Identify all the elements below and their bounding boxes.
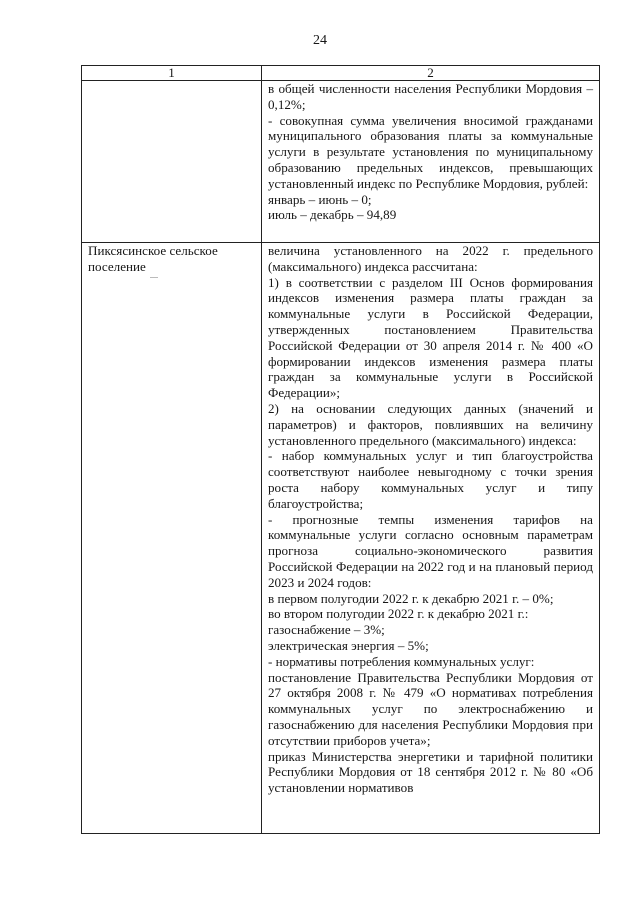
paragraph: газоснабжение – 3%; [268, 622, 385, 638]
paragraph: приказ Министерства энергетики и тарифной политики Республики Мордовия от 18 сентября 2012 г. № 80 «Об установлении нормативов [268, 748, 593, 796]
municipality-name-cell [82, 81, 262, 243]
table-row [82, 81, 600, 243]
paragraph: январь – июнь – 0; [268, 191, 372, 207]
paragraph: 1) в соответствии с разделом III Основ формирования индексов изменения размера платы граждан за коммунальные услуги в Российской Федерации, утвержденных постановлением Правительства Российской Федерации от 30 апреля 2014 г. № 400 «О формировании индексов изменения размера платы граждан за коммунальные услуги в Российской Федерации»; [268, 274, 593, 401]
paragraph: - нормативы потребления коммунальных услуг: [268, 653, 535, 669]
scan-artifact [150, 277, 158, 278]
index-description-cell [262, 243, 600, 834]
index-description-cell [262, 81, 600, 243]
paragraph: постановление Правительства Республики Мордовия от 27 октября 2008 г. № 479 «О нормативах потребления коммунальных услуг по электроснабжению и газоснабжению для населения Республики Мордовия при отсутствии приборов учета»; [268, 669, 593, 748]
paragraph: июль – декабрь – 94,89 [268, 207, 397, 223]
column-header-1: 1 [82, 66, 262, 81]
paragraph: величина установленного на 2022 г. предельного (максимального) индекса рассчитана: [268, 243, 593, 274]
paragraph: во втором полугодии 2022 г. к декабрю 2021 г.: [268, 606, 529, 622]
paragraph: - прогнозные темпы изменения тарифов на коммунальные услуги согласно основным параметрам прогноза социально-экономического развития Российской Федерации на 2022 год и на плановый период 2023 и 2024 годов: [268, 511, 593, 590]
municipality-name-cell: Пиксясинское сельское поселение [82, 243, 262, 834]
paragraph: - набор коммунальных услуг и тип благоустройства соответствуют наиболее невыгодному с точки зрения роста набору коммунальных услуг и типу благоустройства; [268, 448, 593, 511]
page-number: 24 [313, 33, 327, 48]
paragraph: электрическая энергия – 5%; [268, 637, 429, 653]
column-header-2: 2 [262, 66, 600, 81]
table-row [82, 243, 600, 834]
paragraph: 2) на основании следующих данных (значений и параметров) и факторов, повлиявших на величину установленного предельного (максимального) индекса: [268, 400, 593, 448]
paragraph: - совокупная сумма увеличения вносимой гражданами муниципального образования платы за коммунальные услуги в результате установления по муниципальному образованию предельных индексов, превышающих установленный индекс по Республике Мордовия, рублей: [268, 112, 593, 191]
paragraph: в общей численности населения Республики Мордовия – 0,12%; [268, 81, 593, 112]
paragraph: в первом полугодии 2022 г. к декабрю 2021 г. – 0%; [268, 590, 554, 606]
document-table [81, 65, 600, 834]
table-header-row [82, 66, 600, 81]
